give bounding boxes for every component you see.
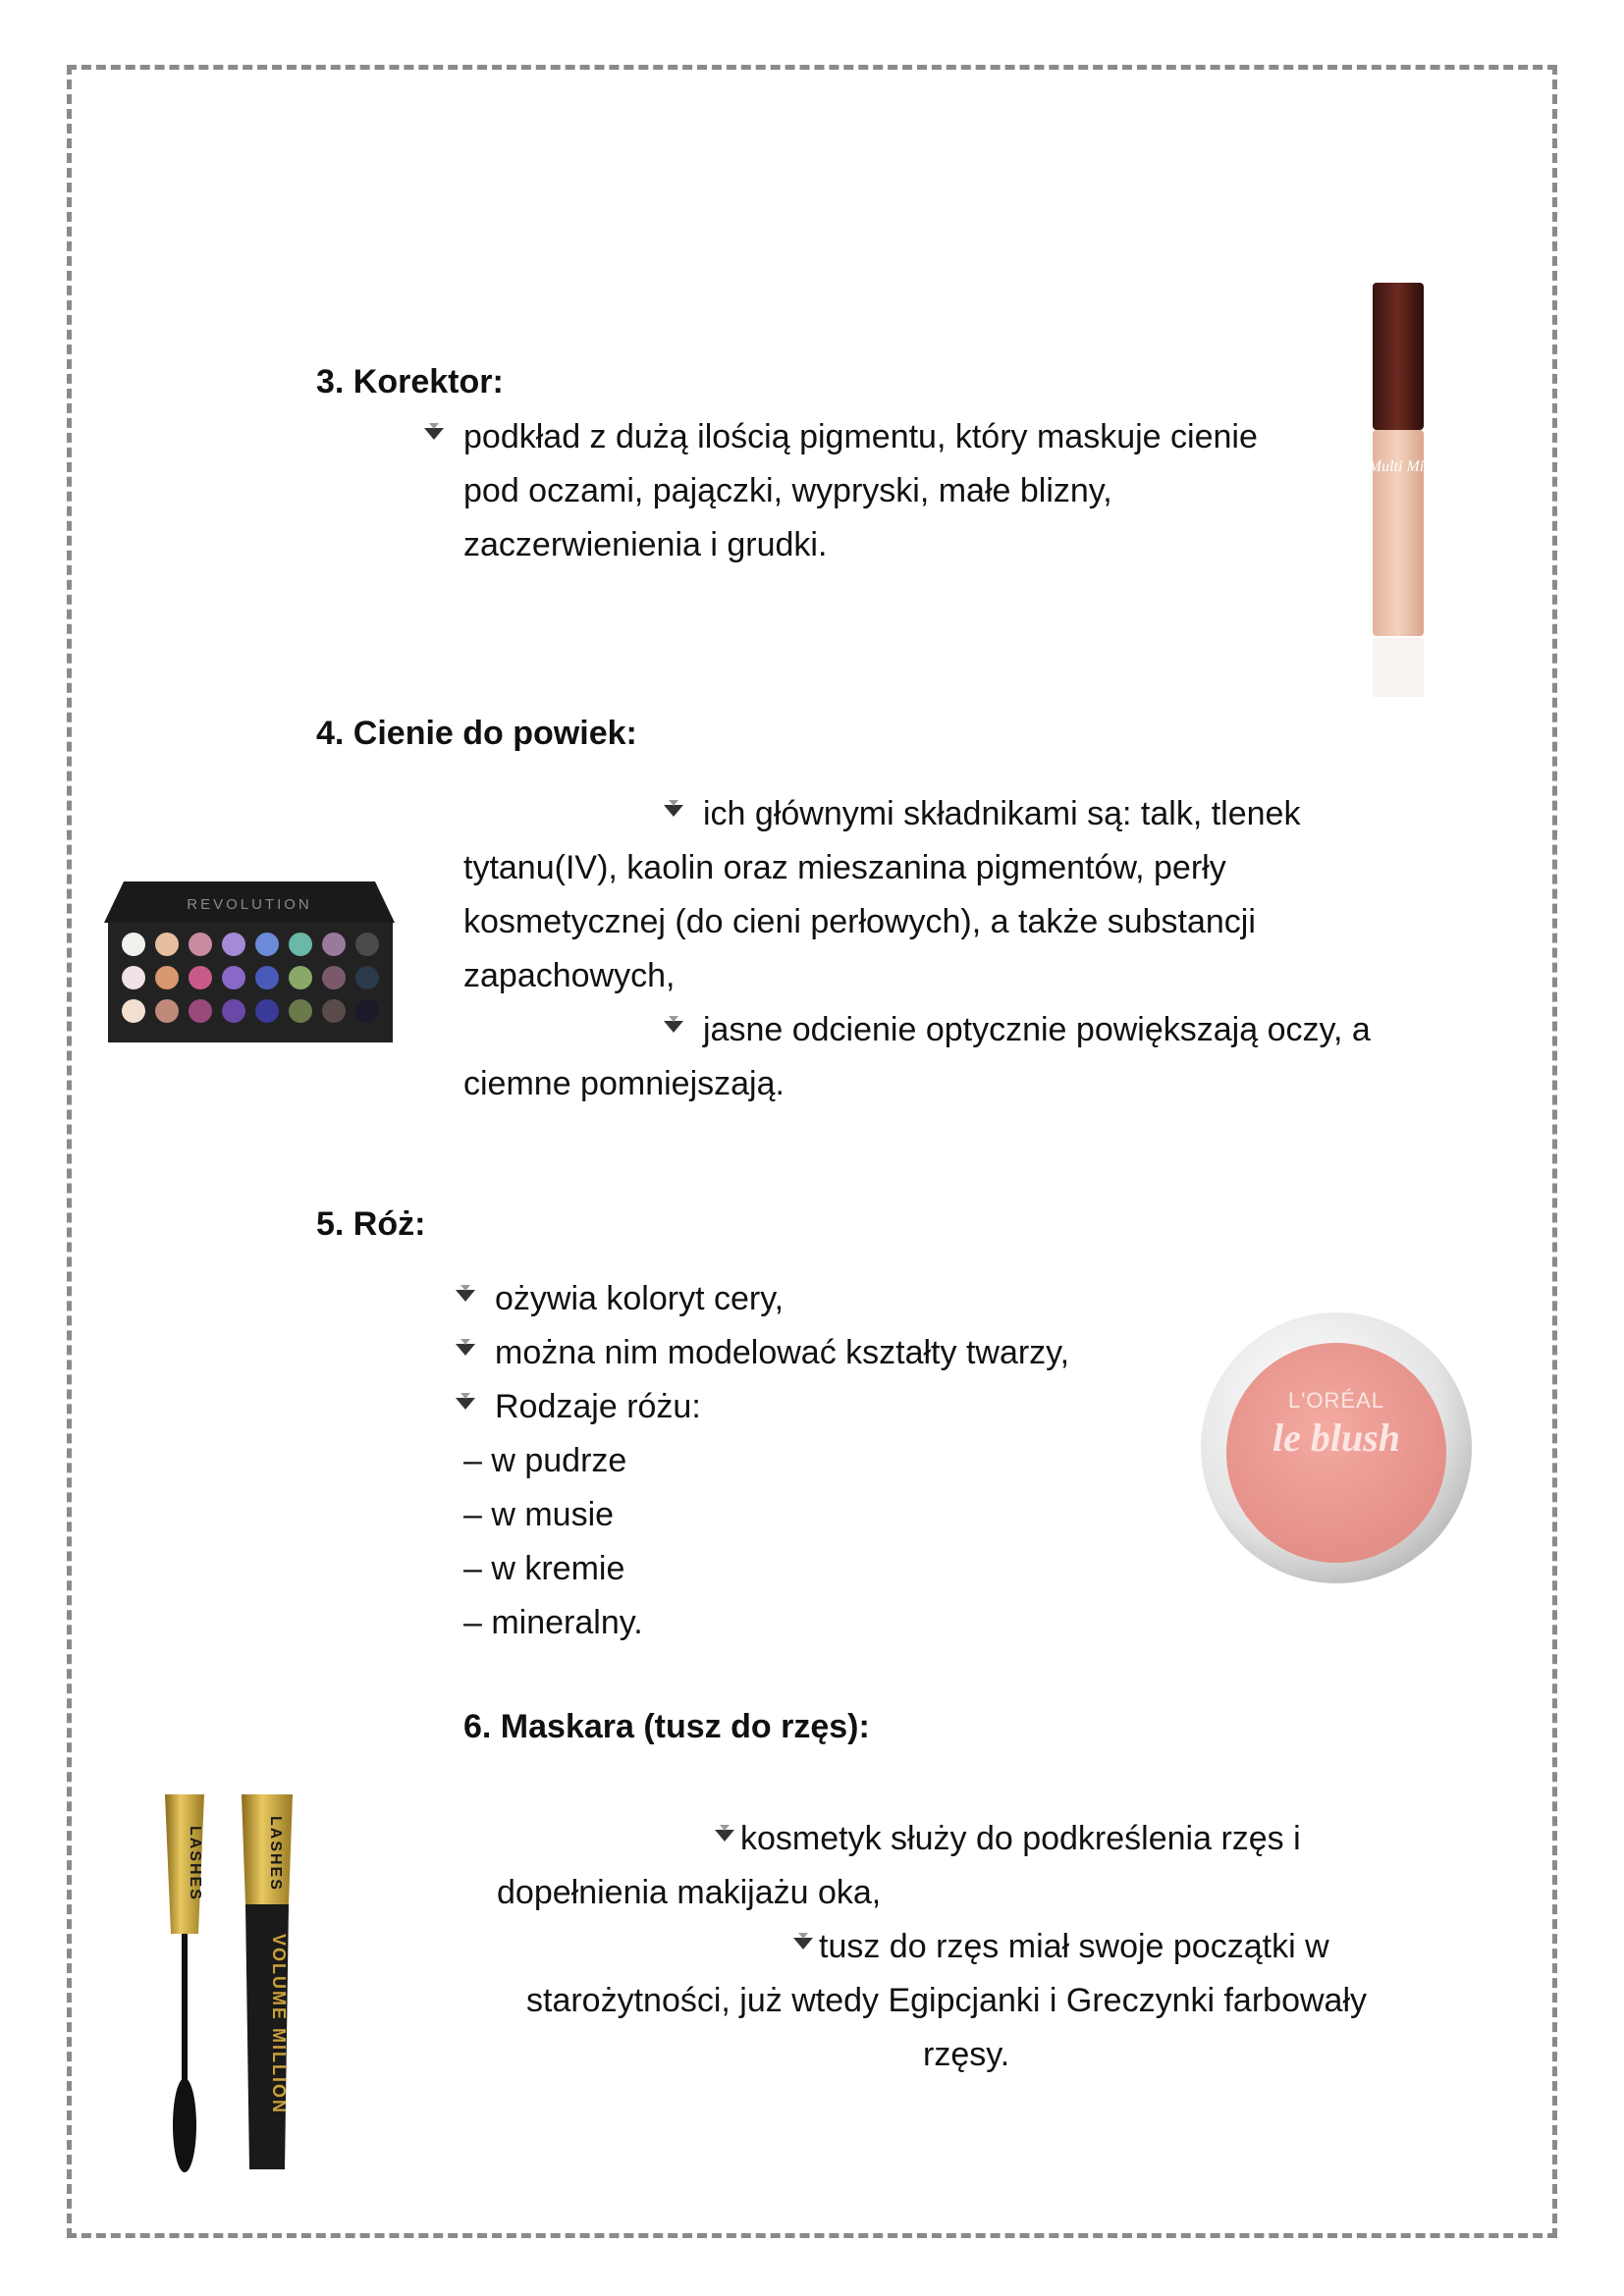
mascara-bullet-2-end: rzęsy. [923, 2036, 1010, 2073]
arrow-bullet-icon [791, 1930, 815, 1953]
mascara-bullet-1-cont: dopełnienia makijażu oka, [497, 1874, 882, 1911]
blush-type-1: – w pudrze [463, 1442, 627, 1479]
eyeshadow-b2-line-2: ciemne pomniejszają. [463, 1065, 785, 1102]
eyeshadow-b1-line-2: tytanu(IV), kaolin oraz mieszanina pigmentów, perły [463, 849, 1226, 886]
corrector-line-2: pod oczami, pajączki, wypryski, małe blizny, [463, 472, 1112, 509]
mascara-volume-label: VOLUME MILLION [269, 1934, 289, 2114]
blush-name: le blush [1272, 1415, 1401, 1460]
arrow-bullet-icon [662, 797, 685, 821]
eyeshadow-text [463, 787, 1371, 1111]
blush-bullet-2: można nim modelować kształty twarzy, [495, 1334, 1070, 1371]
eyeshadow-b1-line-3: kosmetycznej (do cieni perłowych), a także substancji [463, 903, 1256, 940]
blush-product-image [1194, 1306, 1479, 1590]
blush-type-3: – w kremie [463, 1550, 625, 1587]
mascara-bullet-1: kosmetyk służy do podkreślenia rzęs i [740, 1820, 1301, 1857]
eyeshadow-palette-image [94, 876, 405, 1048]
concealer-label: Bell Multi Mineral [1339, 458, 1457, 475]
arrow-bullet-icon [713, 1822, 736, 1845]
heading-corrector: 3. Korektor: [316, 363, 504, 400]
palette-brand: REVOLUTION [187, 896, 312, 913]
corrector-line-1: podkład z dużą ilością pigmentu, który maskuje cienie [463, 418, 1258, 455]
heading-blush: 5. Róż: [316, 1205, 426, 1243]
arrow-bullet-icon [454, 1282, 477, 1306]
eyeshadow-b1-line-1: ich głównymi składnikami są: talk, tlenek [703, 795, 1301, 832]
heading-mascara: 6. Maskara (tusz do rzęs): [463, 1708, 870, 1745]
concealer-product-image [1339, 275, 1457, 717]
arrow-bullet-icon [454, 1390, 477, 1414]
arrow-bullet-icon [662, 1013, 685, 1037]
eyeshadow-b1-line-4: zapachowych, [463, 957, 676, 994]
blush-brand: L'ORÉAL [1287, 1388, 1385, 1413]
blush-bullet-1: ożywia koloryt cery, [495, 1280, 785, 1317]
blush-type-2: – w musie [463, 1496, 615, 1533]
blush-text [454, 1272, 1069, 1650]
corrector-text [422, 410, 1258, 572]
mascara-bullet-2: tusz do rzęs miał swoje początki w [819, 1928, 1329, 1965]
eyeshadow-b2-line-1: jasne odcienie optycznie powiększają oczy, a [703, 1011, 1371, 1048]
arrow-bullet-icon [454, 1336, 477, 1360]
mascara-wand-label: LASHES [187, 1826, 203, 1901]
mascara-bullet-2-cont: starożytności, już wtedy Egipcjanki i Greczynki farbowały [526, 1982, 1367, 2019]
blush-type-4: – mineralny. [463, 1604, 643, 1641]
mascara-tube-label: LASHES [267, 1816, 284, 1892]
corrector-line-3: zaczerwienienia i grudki. [463, 526, 828, 563]
mascara-product-image [147, 1787, 344, 2179]
arrow-bullet-icon [422, 420, 446, 444]
blush-bullet-3: Rodzaje różu: [495, 1388, 701, 1425]
mascara-text [487, 1812, 1430, 2082]
heading-eyeshadow: 4. Cienie do powiek: [316, 715, 637, 752]
